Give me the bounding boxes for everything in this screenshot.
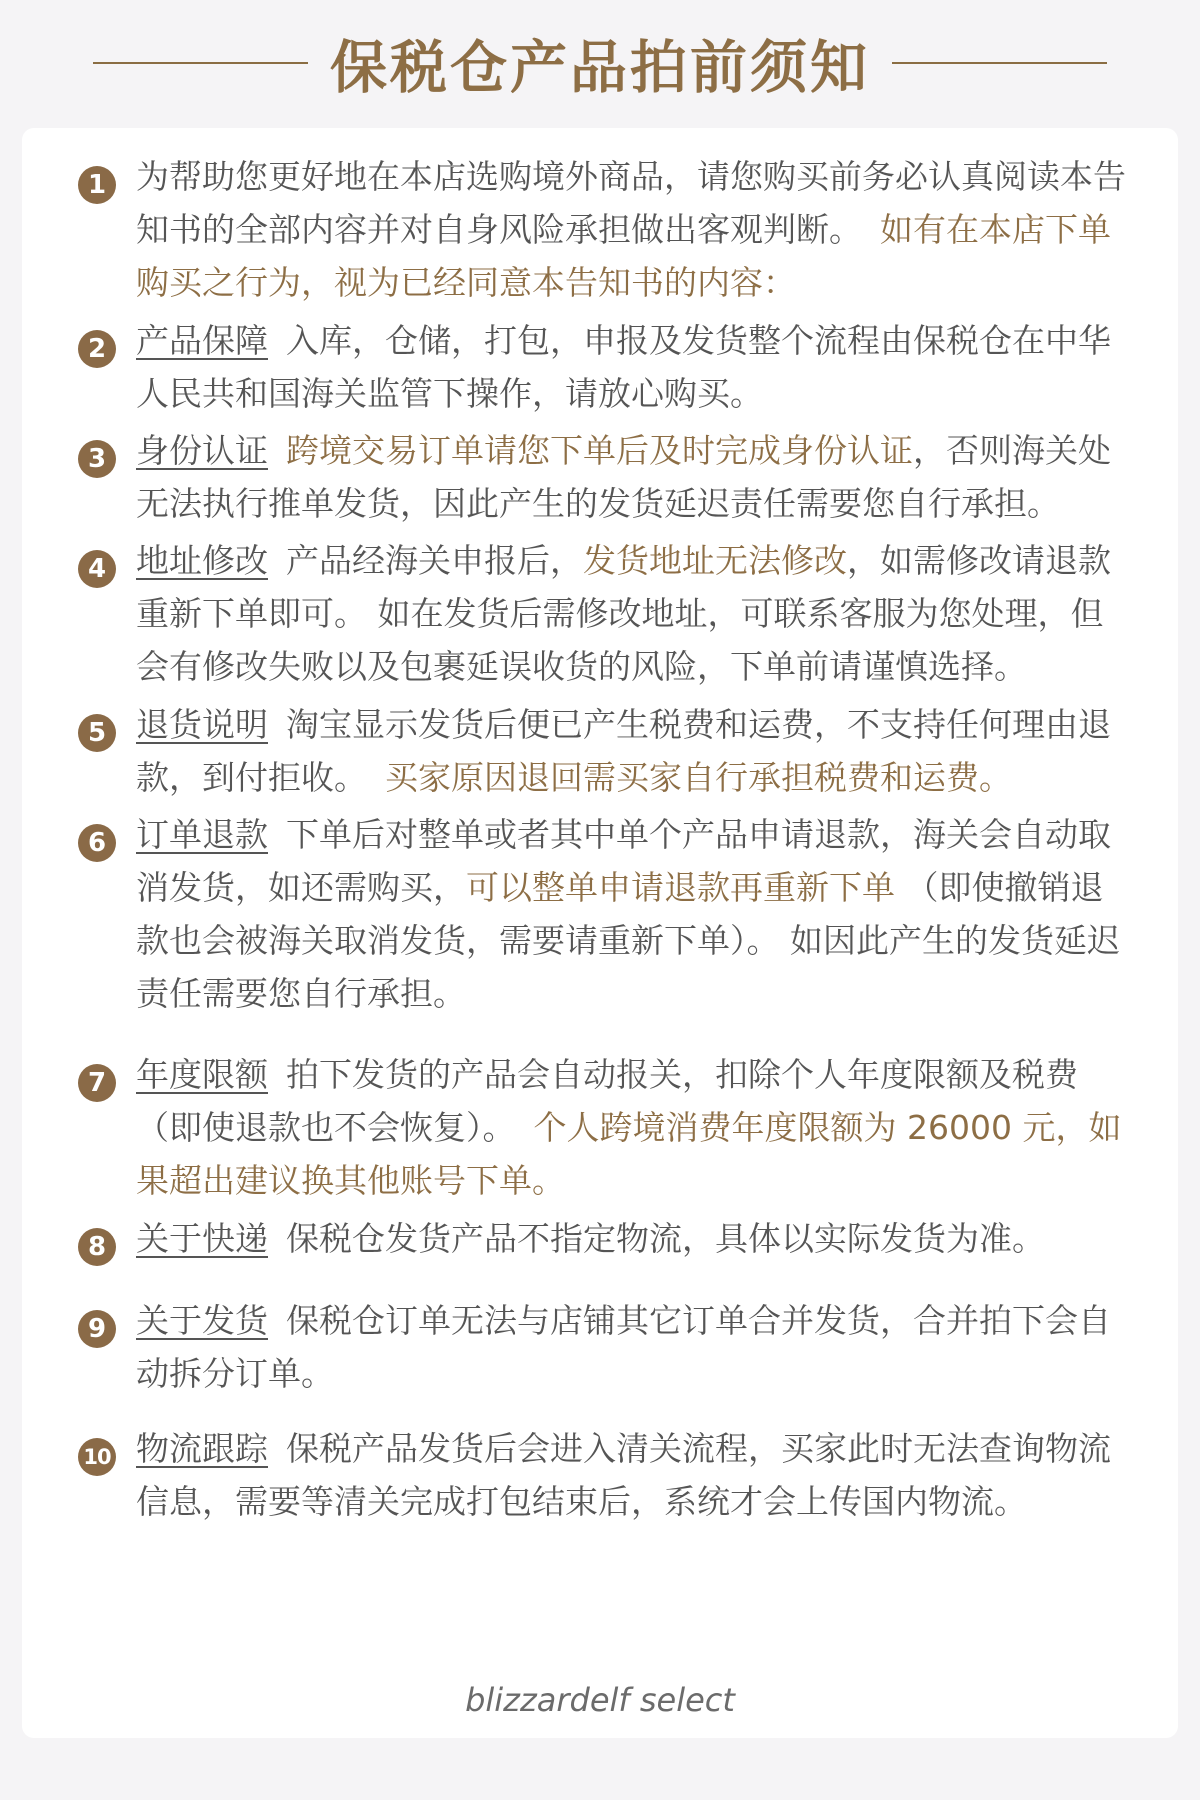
- notice-text-9-part-1: 保税仓订单无法与店铺其它订单合并发货，合并拍下会自动拆分订单。: [136, 1301, 1111, 1393]
- number-badge-8: 8: [78, 1228, 116, 1266]
- notice-text-5-highlight: 买家原因退回需买家自行承担税费和运费。: [385, 758, 1012, 797]
- notice-text-4-part-3: ，如需修改请退款重新下单即可。 如在发货后需修改地址，可联系客服为您处理，但会有修改失败以及包裹延误收货的风险，下单前请谨慎选择。: [136, 541, 1111, 686]
- notice-heading-5: 退货说明: [136, 705, 268, 744]
- notice-text-6-part-1: 下单后对整单或者其中单个产品申请退款，海关会自动取消发货，如还需购买，: [136, 815, 1111, 907]
- notice-text-10: [136, 1422, 1136, 1528]
- notice-text-10-part-1: 保税产品发货后会进入清关流程，买家此时无法查询物流信息，需要等清关完成打包结束后，系统才会上传国内物流。: [136, 1429, 1111, 1521]
- notice-heading-4: 地址修改: [136, 541, 268, 580]
- notice-text-1-part-1: 为帮助您更好地在本店选购境外商品，请您购买前务必认真阅读本告知书的全部内容并对自身风险承担做出客观判断。: [136, 157, 1126, 249]
- number-badge-9: 9: [78, 1310, 116, 1348]
- number-badge-1: 1: [78, 166, 116, 204]
- notice-text-3: [136, 424, 1136, 530]
- notice-text-7-highlight: 个人跨境消费年度限额为 26000 元，如果超出建议换其他账号下单。: [136, 1108, 1122, 1200]
- notice-text-9: [136, 1294, 1136, 1400]
- page-title: 保税仓产品拍前须知: [330, 35, 870, 101]
- notice-text-4-part-1: 产品经海关申报后，: [286, 541, 583, 580]
- notice-text-6-highlight: 可以整单申请退款再重新下单: [466, 868, 895, 907]
- notice-text-6-part-3: （即使撤销退款也会被海关取消发货，需要请重新下单）。 如因此产生的发货延迟责任需要您自行承担。: [136, 868, 1120, 1013]
- header-rule-right: [892, 62, 1107, 64]
- notice-text-4-highlight: 发货地址无法修改: [583, 541, 847, 580]
- notice-heading-9: 关于发货: [136, 1301, 268, 1340]
- number-badge-10: 10: [78, 1438, 116, 1476]
- notice-text-1-highlight: 如有在本店下单购买之行为，视为已经同意本告知书的内容：: [136, 210, 1111, 302]
- notice-text-6: [136, 808, 1136, 1020]
- number-badge-4: 4: [78, 550, 116, 588]
- notice-heading-2: 产品保障: [136, 321, 268, 360]
- number-badge-6: 6: [78, 824, 116, 862]
- notice-heading-6: 订单退款: [136, 815, 268, 854]
- notice-heading-3: 身份认证: [136, 431, 268, 470]
- notice-heading-7: 年度限额: [136, 1055, 268, 1094]
- notice-heading-8: 关于快递: [136, 1219, 268, 1258]
- notice-text-2-part-1: 入库，仓储，打包，申报及发货整个流程由保税仓在中华人民共和国海关监管下操作，请放心购买。: [136, 321, 1111, 413]
- number-badge-5: 5: [78, 714, 116, 752]
- number-badge-7: 7: [78, 1064, 116, 1102]
- notice-text-8-part-1: 保税仓发货产品不指定物流，具体以实际发货为准。: [286, 1219, 1045, 1258]
- notice-card: [22, 128, 1178, 1738]
- header-rule-left: [93, 62, 308, 64]
- notice-text-4: [136, 534, 1136, 693]
- notice-text-1: [136, 150, 1136, 309]
- number-badge-3: 3: [78, 440, 116, 478]
- brand-footer: blizzardelf select: [465, 1681, 735, 1719]
- notice-text-3-highlight: 跨境交易订单请您下单后及时完成身份认证: [286, 431, 913, 470]
- page-header: [0, 18, 1200, 108]
- notice-heading-10: 物流跟踪: [136, 1429, 268, 1468]
- notice-text-2: [136, 314, 1136, 420]
- notice-text-7-part-1: 拍下发货的产品会自动报关，扣除个人年度限额及税费（即使退款也不会恢复）。: [136, 1055, 1078, 1147]
- notice-text-7: [136, 1048, 1136, 1207]
- notice-text-8: [136, 1212, 1136, 1265]
- notice-text-5: [136, 698, 1136, 804]
- number-badge-2: 2: [78, 330, 116, 368]
- notice-text-3-part-2: ，否则海关处无法执行推单发货，因此产生的发货延迟责任需要您自行承担。: [136, 431, 1111, 523]
- notice-text-5-part-1: 淘宝显示发货后便已产生税费和运费，不支持任何理由退款，到付拒收。: [136, 705, 1111, 797]
